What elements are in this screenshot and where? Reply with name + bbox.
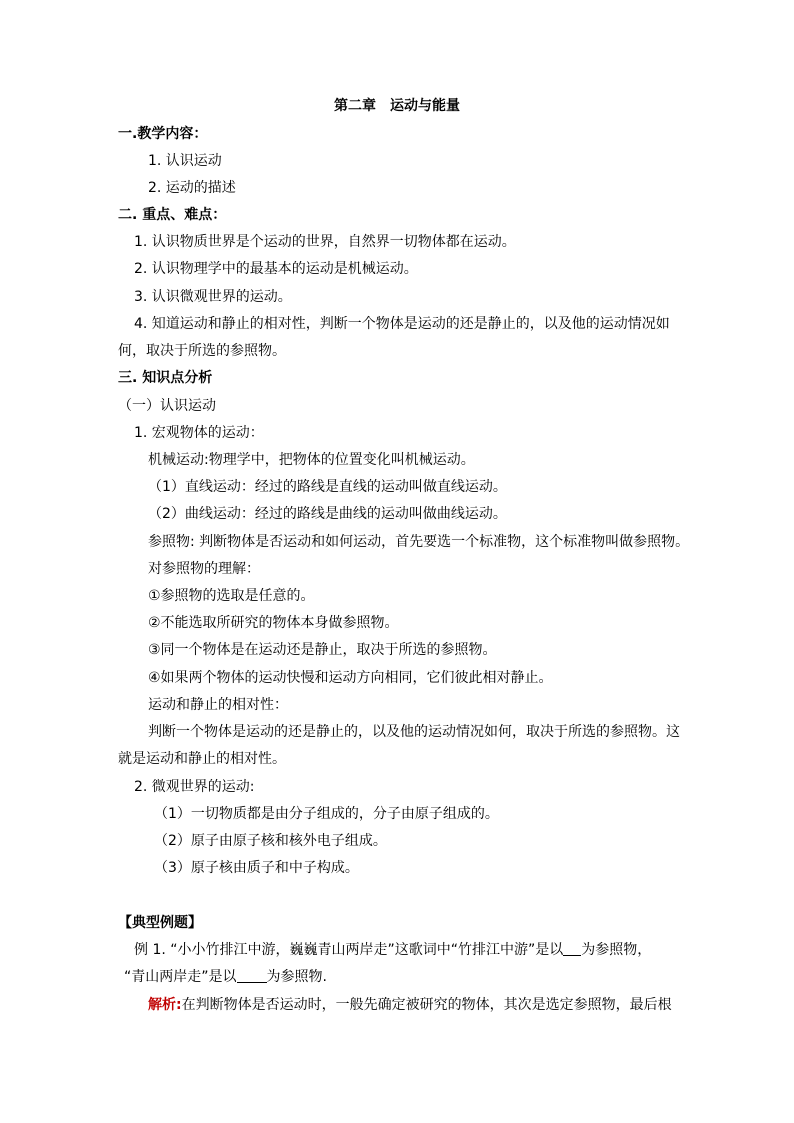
curve-motion: （2）曲线运动：经过的路线是曲线的运动叫做曲线运动。 <box>148 506 507 522</box>
reference-definition: 参照物: 判断物体是否运动和如何运动，首先要选一个标准物，这个标准物叫做参照物。 <box>148 534 690 550</box>
example-text: 为参照物. <box>266 969 327 985</box>
mechanical-motion-definition: 机械运动:物理学中，把物体的位置变化叫机械运动。 <box>148 452 475 468</box>
list-item: ④如果两个物体的运动快慢和运动方向相同，它们彼此相对静止。 <box>148 670 553 686</box>
example-1-line2 <box>124 967 327 987</box>
examples-heading: 【典型例题】 <box>118 915 202 931</box>
list-item: ②不能选取所研究的物体本身做参照物。 <box>148 615 399 631</box>
relativity-text-continued: 就是运动和静止的相对性。 <box>118 751 286 767</box>
relativity-heading: 运动和静止的相对性： <box>148 697 288 713</box>
list-item: 4. 知道运动和静止的相对性，判断一个物体是运动的还是静止的，以及他的运动情况如 <box>134 316 670 332</box>
answer-blank[interactable] <box>563 941 581 956</box>
list-item: 1. 认识物质世界是个运动的世界，自然界一切物体都在运动。 <box>134 234 516 250</box>
list-item: （2）原子由原子核和核外电子组成。 <box>154 833 387 849</box>
list-item-continued: 何，取决于所选的参照物。 <box>118 343 286 359</box>
list-item: ①参照物的选取是任意的。 <box>148 588 315 604</box>
list-item: 3. 认识微观世界的运动。 <box>134 289 292 305</box>
section1-heading: 一.教学内容： <box>118 126 208 142</box>
analysis-line <box>148 995 672 1015</box>
list-item: 1. 认识运动 <box>148 153 222 169</box>
analysis-label: 解析: <box>148 997 182 1013</box>
example-text: “青山两岸走”是以 <box>124 969 237 985</box>
list-item: （3）原子核由质子和中子构成。 <box>154 860 359 876</box>
example-text: 例 1. “小小竹排江中游，巍巍青山两岸走”这歌词中“竹排江中游”是以 <box>134 942 564 958</box>
answer-blank[interactable] <box>237 968 267 983</box>
macro-heading: 1. 宏观物体的运动： <box>134 425 264 441</box>
straight-motion: （1）直线运动：经过的路线是直线的运动叫做直线运动。 <box>148 479 507 495</box>
list-item: 2. 运动的描述 <box>148 180 236 196</box>
page-title: 第二章 运动与能量 <box>334 98 460 114</box>
list-item: （1）一切物质都是由分子组成的，分子由原子组成的。 <box>154 806 499 822</box>
section2-heading: 二. 重点、难点： <box>118 207 227 223</box>
example-text: 为参照物， <box>581 942 652 958</box>
relativity-text: 判断一个物体是运动的还是静止的，以及他的运动情况如何，取决于所选的参照物。这 <box>148 724 680 740</box>
example-1-line1 <box>134 940 651 960</box>
subsection-heading: （一）认识运动 <box>118 398 216 414</box>
list-item: ③同一个物体是在运动还是静止，取决于所选的参照物。 <box>148 642 497 658</box>
understanding-heading: 对参照物的理解： <box>148 561 260 577</box>
list-item: 2. 认识物理学中的最基本的运动是机械运动。 <box>134 261 418 277</box>
section3-heading: 三. 知识点分析 <box>118 370 213 386</box>
micro-heading: 2. 微观世界的运动: <box>134 779 255 795</box>
analysis-text: 在判断物体是否运动时，一般先确定被研究的物体，其次是选定参照物，最后根 <box>181 997 672 1013</box>
